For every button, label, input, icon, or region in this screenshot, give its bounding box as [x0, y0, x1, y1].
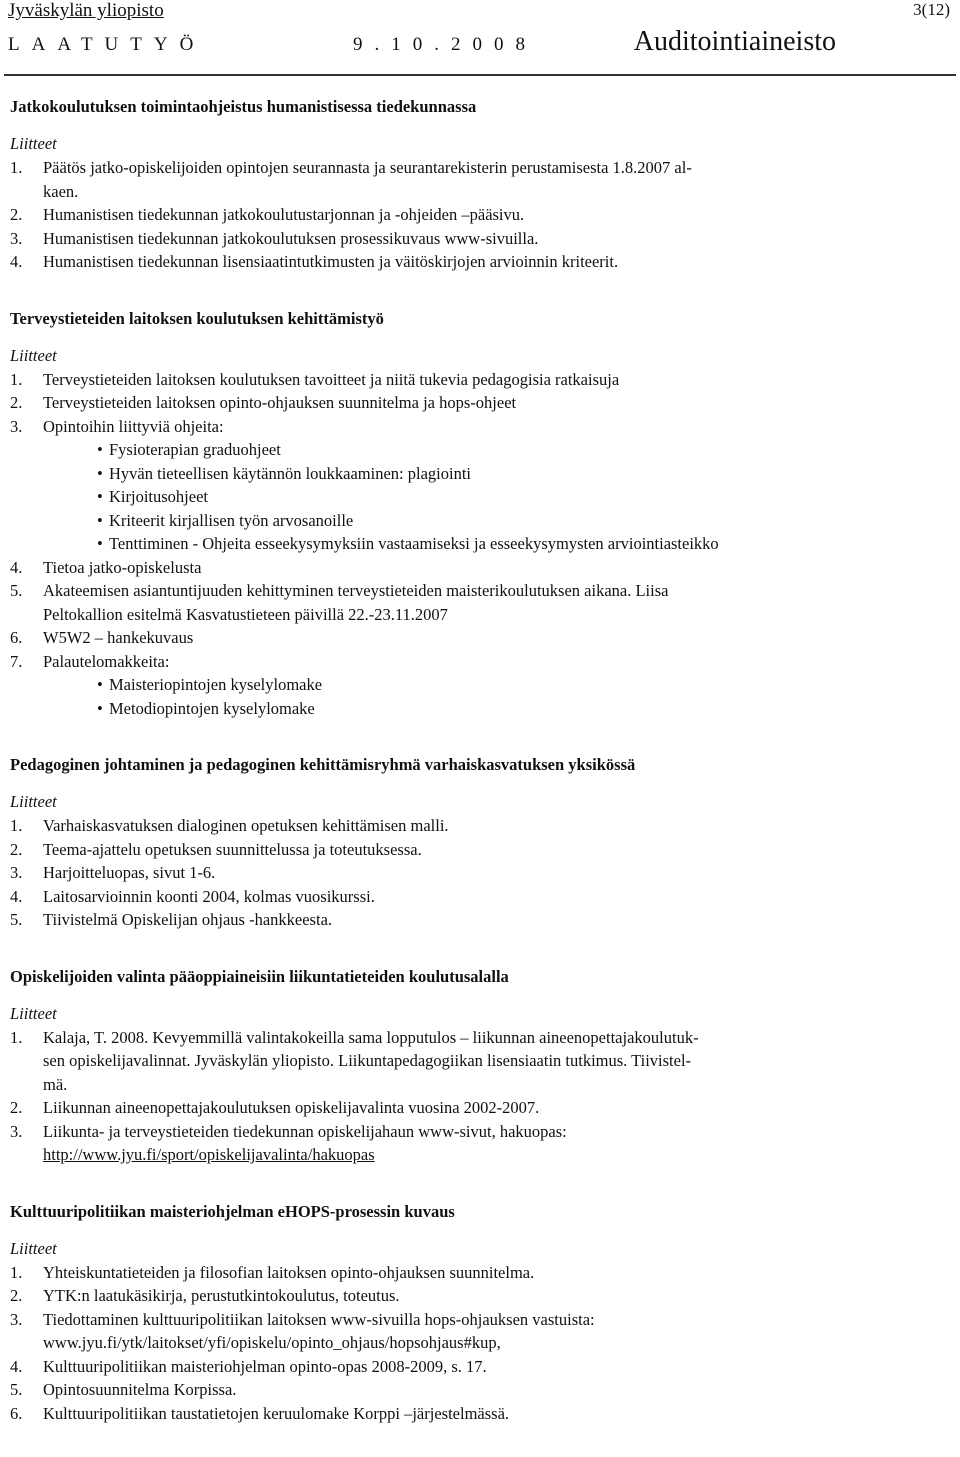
item-text: Liikunta- ja terveystieteiden tiedekunnan opiskelijahaun www-sivut, hakuopas: [43, 1121, 567, 1141]
sub-item: • Metodiopintojen kyselylomake [97, 697, 950, 721]
item-number: 4. [10, 1356, 23, 1376]
attachments-label: Liitteet [10, 792, 57, 811]
attachment-item [10, 1355, 950, 1379]
item-text: Opintosuunnitelma Korpissa. [43, 1380, 237, 1399]
item-text: YTK:n laatukäsikirja, perustutkintokoulutus, toteutus. [43, 1286, 400, 1305]
item-text: Terveystieteiden laitoksen koulutuksen tavoitteet ja niitä tukevia pedagogisia ratkaisuja [43, 369, 620, 389]
attachments-label: Liitteet [10, 345, 57, 365]
attachments-label: Liitteet [10, 1003, 57, 1023]
item-text: Palautelomakkeita: [43, 651, 170, 671]
section [10, 752, 950, 932]
item-text: Päätös jatko-opiskelijoiden opintojen seurannasta ja seurantarekisterin perustamisesta 1.8.2007 al- [43, 158, 692, 177]
item-text-continued: mä. [43, 1074, 68, 1094]
attachment-item [10, 1308, 950, 1355]
attachment-list [10, 814, 950, 932]
attachment-item [10, 885, 950, 909]
item-number: 2. [10, 1286, 23, 1305]
attachment-item [10, 368, 950, 392]
item-number: 4. [10, 886, 23, 906]
item-number: 1. [10, 1027, 23, 1047]
item-text: Tiedottaminen kulttuuripolitiikan laitoksen www-sivuilla hops-ohjauksen vastuista: [43, 1309, 595, 1329]
item-text: Tietoa jatko-opiskelusta [43, 557, 202, 577]
item-link[interactable]: http://www.jyu.fi/sport/opiskelijavalinta/hakuopas [43, 1145, 375, 1164]
item-text: Teema-ajattelu opetuksen suunnittelussa ja toteutuksessa. [43, 839, 422, 859]
item-text: Tiivistelmä Opiskelijan ohjaus -hankkeesta. [43, 910, 333, 929]
item-number: 2. [10, 205, 23, 224]
item-number: 3. [10, 863, 23, 882]
attachment-item [10, 156, 950, 203]
attachment-list [10, 156, 950, 274]
attachment-item [10, 391, 950, 415]
attachment-item [10, 1026, 950, 1097]
item-number: 1. [10, 369, 23, 389]
section-title: Kulttuuripolitiikan maisteriohjelman eHOPS-prosessin kuvaus [10, 1201, 455, 1221]
section [10, 94, 950, 274]
section [10, 306, 950, 721]
attachment-item [10, 1402, 950, 1426]
item-number: 2. [10, 393, 23, 412]
sub-list [43, 673, 950, 720]
attachment-list [10, 368, 950, 721]
attachment-item [10, 227, 950, 251]
attachment-item [10, 626, 950, 650]
item-number: 5. [10, 1380, 23, 1399]
item-text: Yhteiskuntatieteiden ja filosofian laitoksen opinto-ohjauksen suunnitelma. [43, 1262, 535, 1282]
attachment-item [10, 1120, 950, 1167]
header-laatutyo: LAATUTYÖ [8, 34, 206, 55]
section-title: Terveystieteiden laitoksen koulutuksen kehittämistyö [10, 308, 384, 328]
item-number: 7. [10, 651, 23, 671]
item-text-continued: www.jyu.fi/ytk/laitokset/yfi/opiskelu/opinto_ohjaus/hopsohjaus#kup, [43, 1333, 501, 1352]
attachment-item [10, 908, 950, 932]
item-text: Akateemisen asiantuntijuuden kehittyminen terveystieteiden maisterikoulutuksen aikana. Liisa [43, 581, 669, 600]
sub-list [43, 438, 950, 556]
attachment-item [10, 1378, 950, 1402]
sub-item: • Hyvän tieteellisen käytännön loukkaaminen: plagiointi [97, 462, 950, 486]
attachment-item [10, 556, 950, 580]
attachments-label: Liitteet [10, 134, 57, 153]
item-text: Laitosarvioinnin koonti 2004, kolmas vuosikurssi. [43, 886, 375, 906]
item-text: Kulttuuripolitiikan taustatietojen keruulomake Korppi –järjestelmässä. [43, 1403, 510, 1423]
sub-item: • Fysioterapian graduohjeet [97, 438, 950, 462]
attachment-item [10, 838, 950, 862]
item-number: 3. [10, 416, 23, 436]
item-number: 3. [10, 1121, 23, 1141]
item-text: Kulttuuripolitiikan maisteriohjelman opinto-opas 2008-2009, s. 17. [43, 1356, 487, 1376]
item-number: 6. [10, 1403, 23, 1423]
attachments-label: Liitteet [10, 1238, 57, 1258]
attachment-item [10, 250, 950, 274]
item-number: 4. [10, 557, 23, 577]
attachment-item [10, 861, 950, 885]
item-text: Humanistisen tiedekunnan jatkokoulutustarjonnan ja -ohjeiden –pääsivu. [43, 205, 525, 224]
item-text: W5W2 – hankekuvaus [43, 628, 194, 647]
header-university[interactable]: Jyväskylän yliopisto [8, 0, 164, 21]
item-text: Varhaiskasvatuksen dialoginen opetuksen kehittämisen malli. [43, 816, 449, 835]
item-text: Kalaja, T. 2008. Kevyemmillä valintakokeilla sama lopputulos – liikunnan aineenopettajakoulutuk- [43, 1027, 699, 1047]
item-number: 2. [10, 1098, 23, 1117]
item-text: Harjoitteluopas, sivut 1-6. [43, 863, 216, 882]
sub-item: • Maisteriopintojen kyselylomake [97, 673, 950, 697]
item-number: 5. [10, 581, 23, 600]
attachment-item [10, 1096, 950, 1120]
item-number: 4. [10, 252, 23, 271]
item-number: 1. [10, 816, 23, 835]
item-text-continued: Peltokallion esitelmä Kasvatustieteen päivillä 22.-23.11.2007 [43, 604, 448, 624]
item-number: 1. [10, 158, 23, 177]
sub-item: • Kriteerit kirjallisen työn arvosanoille [97, 509, 950, 533]
attachment-item [10, 579, 950, 626]
section-title: Jatkokoulutuksen toimintaohjeistus humanistisessa tiedekunnassa [10, 97, 477, 116]
header-title: Auditointiaineisto [633, 26, 836, 57]
section [10, 964, 950, 1167]
attachment-list [10, 1261, 950, 1426]
section-title: Opiskelijoiden valinta pääoppiaineisiin liikuntatieteiden koulutusalalla [10, 966, 509, 986]
item-number: 2. [10, 839, 23, 859]
section [10, 1199, 950, 1426]
item-number: 5. [10, 910, 23, 929]
item-number: 3. [10, 1309, 23, 1329]
item-number: 1. [10, 1262, 23, 1282]
attachment-item [10, 415, 950, 556]
item-text: Liikunnan aineenopettajakoulutuksen opiskelijavalinta vuosina 2002-2007. [43, 1098, 540, 1117]
attachment-item [10, 650, 950, 721]
item-number: 6. [10, 628, 23, 647]
sub-item: • Tenttiminen - Ohjeita esseekysymyksiin vastaamiseksi ja esseekysymysten arviointiasteikko [97, 532, 950, 556]
header-page-number: 3(12) [913, 0, 950, 19]
sub-item: • Kirjoitusohjeet [97, 485, 950, 509]
item-text: Terveystieteiden laitoksen opinto-ohjauksen suunnitelma ja hops-ohjeet [43, 393, 517, 412]
header-date: 9.10.2008 [353, 34, 537, 55]
document-content [10, 94, 950, 1457]
attachment-item [10, 203, 950, 227]
attachment-item [10, 1261, 950, 1285]
item-text: Humanistisen tiedekunnan jatkokoulutuksen prosessikuvaus www-sivuilla. [43, 228, 539, 248]
item-text: Humanistisen tiedekunnan lisensiaatintutkimusten ja väitöskirjojen arvioinnin kriteerit. [43, 252, 619, 271]
attachment-item [10, 1284, 950, 1308]
attachment-item [10, 814, 950, 838]
item-text: Opintoihin liittyviä ohjeita: [43, 416, 224, 436]
section-title: Pedagoginen johtaminen ja pedagoginen kehittämisryhmä varhaiskasvatuksen yksikössä [10, 755, 636, 774]
item-number: 3. [10, 228, 23, 248]
item-text-continued: sen opiskelijavalinnat. Jyväskylän yliopisto. Liikuntapedagogiikan lisensiaatin tutkimus. Tiivistel- [43, 1051, 692, 1070]
header-divider [4, 74, 956, 76]
item-text-continued: kaen. [43, 181, 79, 201]
attachment-list [10, 1026, 950, 1167]
